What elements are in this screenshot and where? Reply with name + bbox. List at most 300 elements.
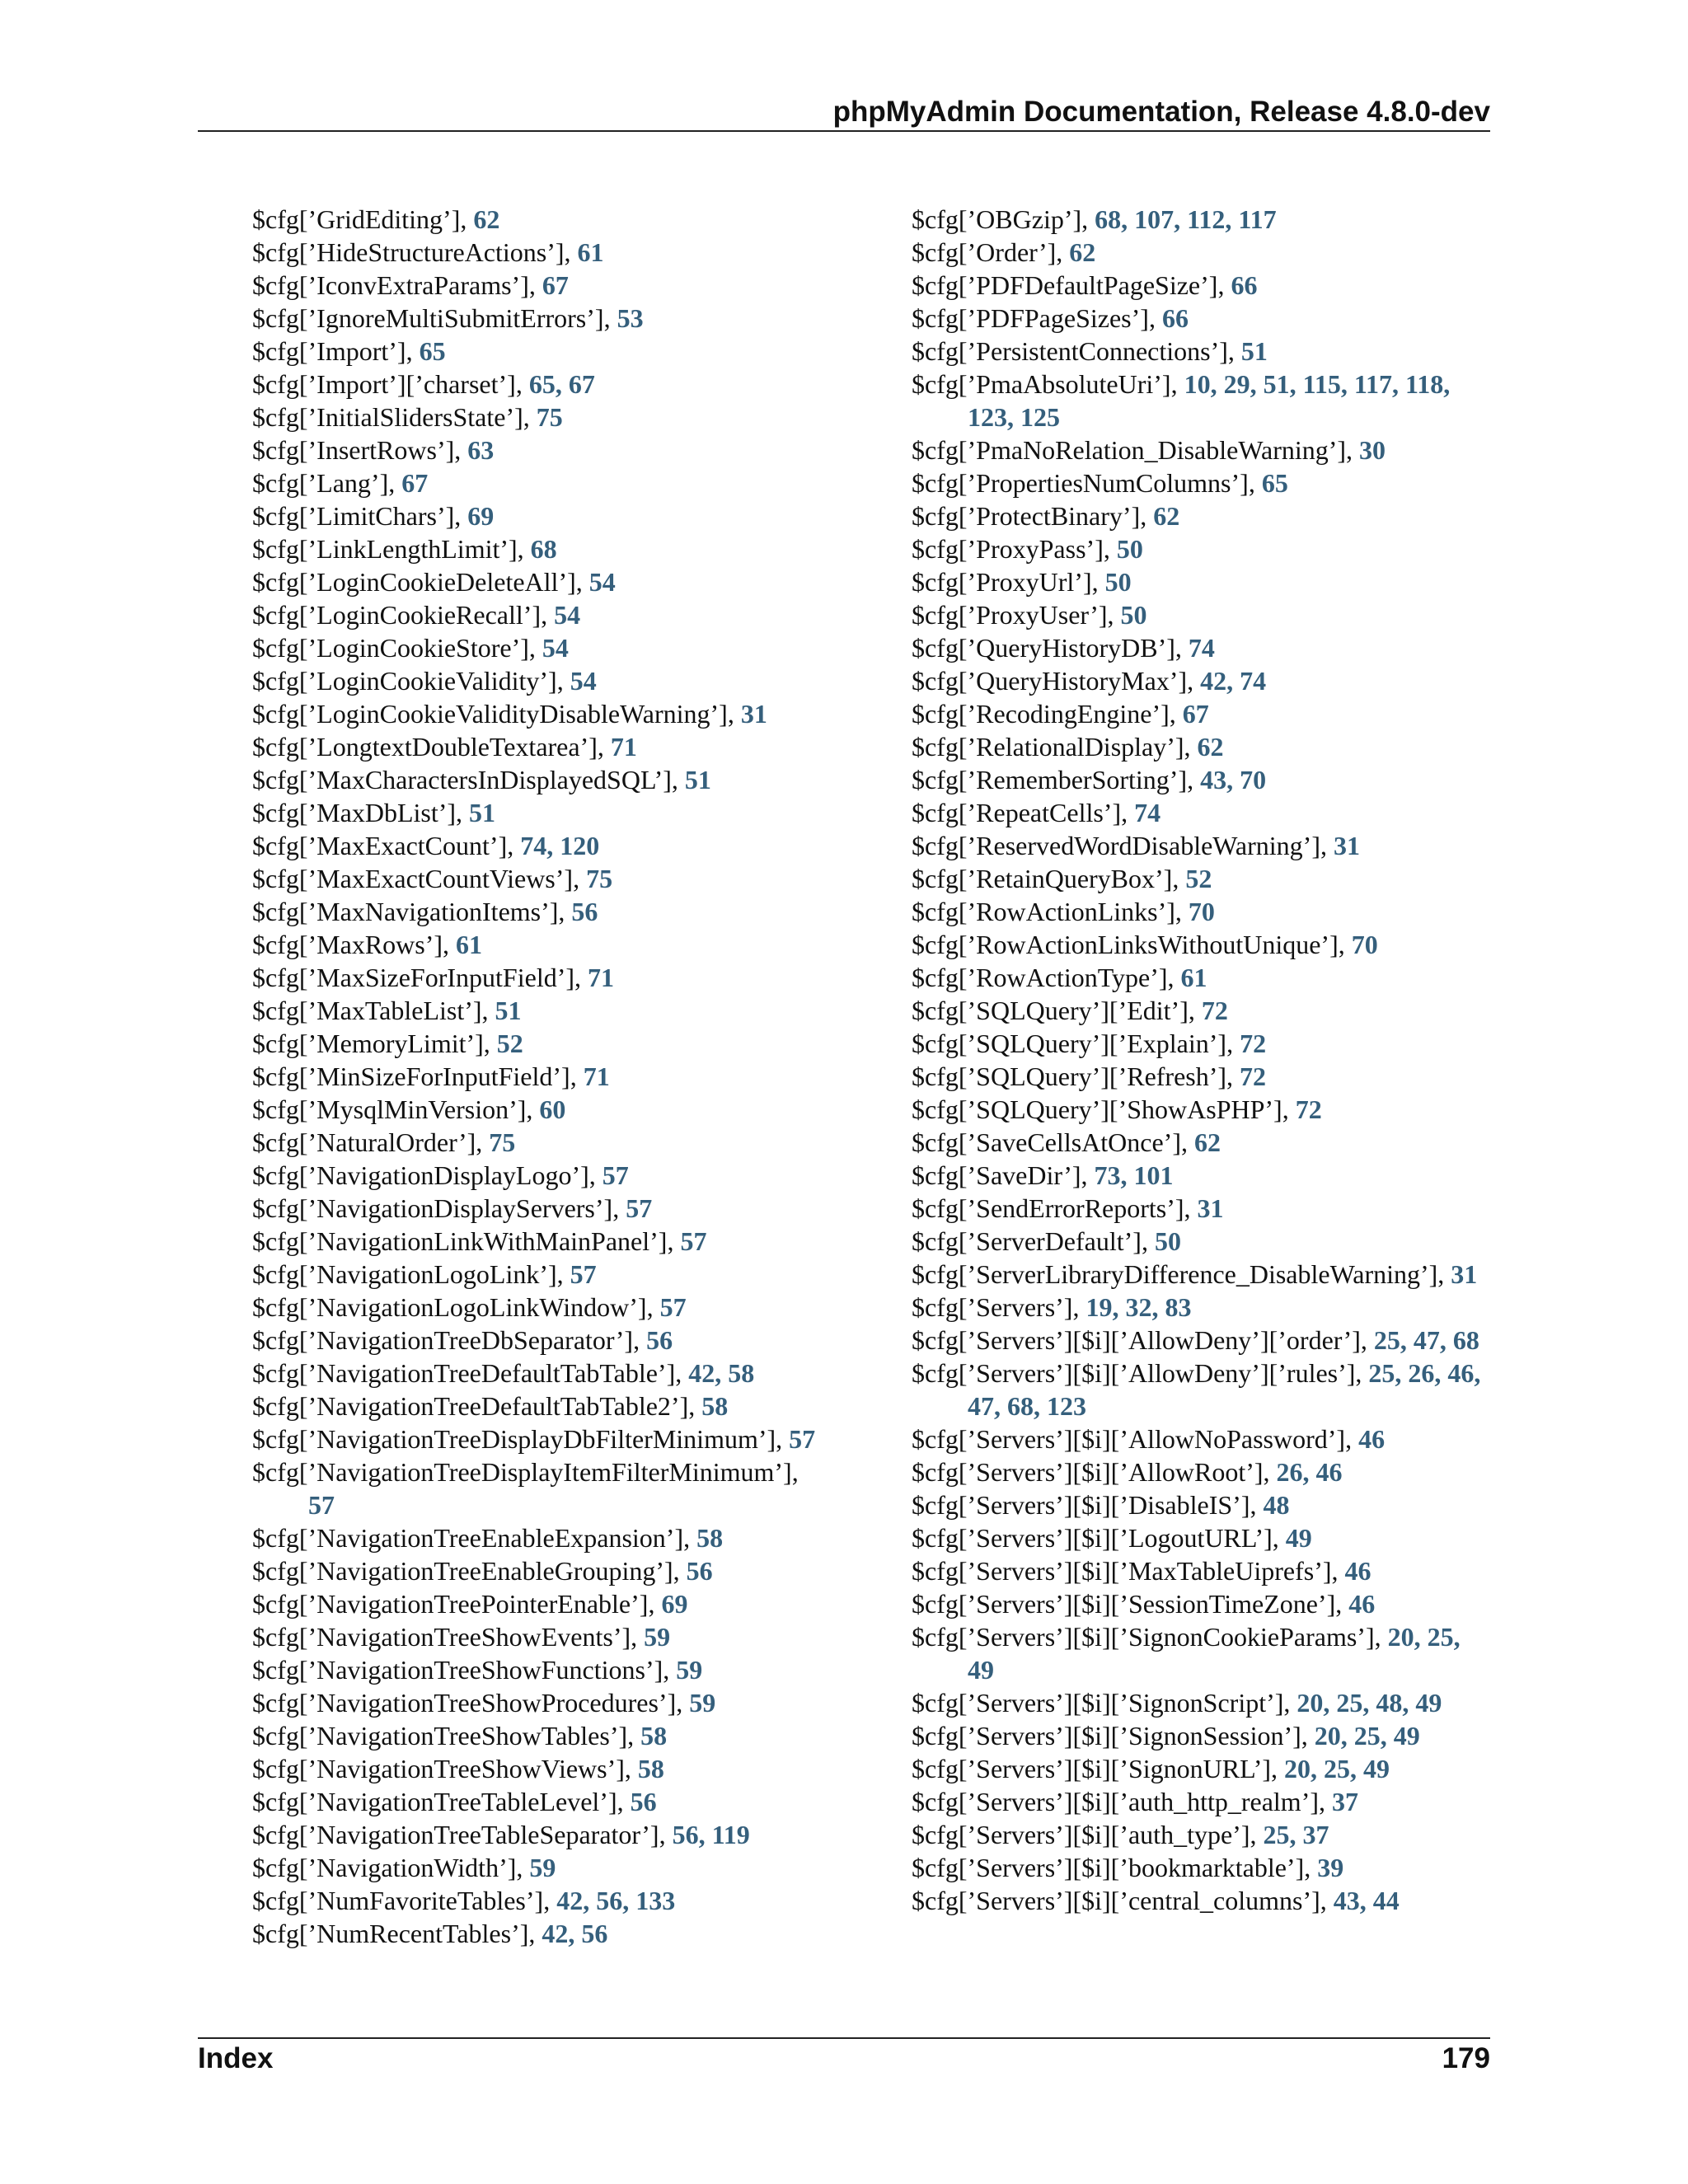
index-term: $cfg[’Lang’] <box>252 468 389 498</box>
index-page-links[interactable]: 57 <box>659 1292 687 1322</box>
index-entry: $cfg[’RememberSorting’], 43, 70 <box>912 765 1267 794</box>
index-term: $cfg[’QueryHistoryDB’] <box>912 633 1175 663</box>
index-page-links[interactable]: 71 <box>610 732 637 762</box>
index-term: $cfg[’NavigationTreeTableLevel’] <box>252 1787 617 1816</box>
index-page-links[interactable]: 25, 26, 46, 47, 68, 123 <box>968 1358 1481 1421</box>
index-page-links[interactable]: 75 <box>536 402 563 432</box>
index-entry: $cfg[’Servers’][$i][’SessionTimeZone’], 46 <box>912 1589 1376 1619</box>
index-page-links[interactable]: 58 <box>696 1523 724 1553</box>
index-term: $cfg[’LoginCookieValidityDisableWarning’] <box>252 699 728 729</box>
index-page-links[interactable]: 43, 70 <box>1200 765 1267 794</box>
index-term: $cfg[’SendErrorReports’] <box>912 1193 1184 1223</box>
index-entry: $cfg[’Servers’][$i][’bookmarktable’], 39 <box>912 1853 1344 1882</box>
index-term: $cfg[’Servers’][$i][’bookmarktable’] <box>912 1853 1305 1882</box>
index-page-links[interactable]: 31 <box>740 699 767 729</box>
index-term: $cfg[’MinSizeForInputField’] <box>252 1062 570 1091</box>
index-term: $cfg[’RowActionLinks’] <box>912 897 1175 926</box>
index-term: $cfg[’Import’][’charset’] <box>252 369 516 399</box>
index-page-links[interactable]: 31 <box>1197 1193 1224 1223</box>
index-entry: $cfg[’Import’], 65 <box>252 336 446 366</box>
index-term: $cfg[’SQLQuery’][’ShowAsPHP’] <box>912 1094 1282 1124</box>
index-term: $cfg[’PropertiesNumColumns’] <box>912 468 1249 498</box>
index-page-links[interactable]: 56 <box>646 1325 673 1355</box>
index-page-links[interactable]: 20, 25, 49 <box>968 1622 1461 1685</box>
index-entry: $cfg[’LoginCookieStore’], 54 <box>252 633 569 663</box>
index-page-links[interactable]: 59 <box>529 1853 556 1882</box>
index-page-links[interactable]: 74 <box>1188 633 1215 663</box>
index-entry: $cfg[’Servers’][$i][’SignonScript’], 20, 25, 48, 49 <box>912 1688 1442 1718</box>
index-term: $cfg[’Servers’][$i][’AllowRoot’] <box>912 1457 1264 1487</box>
index-page-links[interactable]: 63 <box>467 435 495 465</box>
index-page-links[interactable]: 30 <box>1359 435 1386 465</box>
index-page-links[interactable]: 58 <box>640 1721 668 1750</box>
index-entry: $cfg[’NavigationTreeEnableExpansion’], 58 <box>252 1523 724 1553</box>
index-page-links[interactable]: 61 <box>456 930 483 959</box>
index-term: $cfg[’Servers’][$i][’SessionTimeZone’] <box>912 1589 1336 1619</box>
index-term: $cfg[’NavigationTreeShowFunctions’] <box>252 1655 663 1685</box>
index-term: $cfg[’NavigationTreeDbSeparator’] <box>252 1325 634 1355</box>
index-page-links[interactable]: 72 <box>1201 996 1228 1025</box>
index-page-links[interactable]: 75 <box>489 1127 516 1157</box>
index-entry: $cfg[’RowActionType’], 61 <box>912 963 1207 992</box>
index-entry: $cfg[’RepeatCells’], 74 <box>912 798 1161 827</box>
index-page-links[interactable]: 20, 25, 49 <box>1314 1721 1420 1750</box>
index-term: $cfg[’QueryHistoryMax’] <box>912 666 1188 696</box>
index-entry: $cfg[’PropertiesNumColumns’], 65 <box>912 468 1288 498</box>
index-entry: $cfg[’QueryHistoryDB’], 74 <box>912 633 1215 663</box>
index-entry: $cfg[’NavigationDisplayServers’], 57 <box>252 1193 653 1223</box>
index-page-links[interactable]: 19, 32, 83 <box>1085 1292 1192 1322</box>
index-page-links[interactable]: 52 <box>1185 864 1212 893</box>
index-entry: $cfg[’NavigationTreeTableSeparator’], 56, 119 <box>252 1820 750 1849</box>
index-page-links[interactable]: 70 <box>1351 930 1378 959</box>
header-rule <box>198 130 1490 132</box>
index-term: $cfg[’NumFavoriteTables’] <box>252 1886 544 1915</box>
index-page-links[interactable]: 56, 119 <box>672 1820 750 1849</box>
index-page-links[interactable]: 69 <box>467 501 495 531</box>
index-page-links[interactable]: 31 <box>1451 1259 1478 1289</box>
index-term: $cfg[’LoginCookieRecall’] <box>252 600 542 630</box>
index-entry: $cfg[’MaxNavigationItems’], 56 <box>252 897 598 926</box>
index-term: $cfg[’MaxSizeForInputField’] <box>252 963 575 992</box>
index-term: $cfg[’NavigationTreePointerEnable’] <box>252 1589 649 1619</box>
index-page-links[interactable]: 56 <box>630 1787 657 1816</box>
index-entry: $cfg[’MemoryLimit’], 52 <box>252 1029 523 1058</box>
index-page-links[interactable]: 54 <box>570 666 597 696</box>
index-page-links[interactable]: 43, 44 <box>1333 1886 1400 1915</box>
index-term: $cfg[’NavigationTreeShowProcedures’] <box>252 1688 677 1718</box>
index-page-links[interactable]: 10, 29, 51, 115, 117, 118, 123, 125 <box>968 369 1451 432</box>
index-entry: $cfg[’NavigationTreeDisplayItemFilterMinimum’], 57 <box>252 1457 799 1520</box>
index-page-links[interactable]: 50 <box>1116 534 1143 564</box>
index-entry: $cfg[’SQLQuery’][’ShowAsPHP’], 72 <box>912 1094 1322 1124</box>
index-page-links[interactable]: 37 <box>1332 1787 1358 1816</box>
index-term: $cfg[’NaturalOrder’] <box>252 1127 476 1157</box>
index-page-links[interactable]: 65 <box>1261 468 1288 498</box>
index-page-links[interactable]: 62 <box>1193 1127 1221 1157</box>
index-term: $cfg[’ReservedWordDisableWarning’] <box>912 831 1320 860</box>
index-entry: $cfg[’RowActionLinksWithoutUnique’], 70 <box>912 930 1378 959</box>
index-page-links[interactable]: 59 <box>689 1688 716 1718</box>
index-term: $cfg[’MaxExactCount’] <box>252 831 508 860</box>
index-term: $cfg[’PmaNoRelation_DisableWarning’] <box>912 435 1347 465</box>
page-number: 179 <box>1442 2042 1490 2074</box>
index-entry: $cfg[’NavigationTreeDisplayDbFilterMinimum’], 57 <box>252 1424 816 1454</box>
index-term: $cfg[’Servers’][$i][’central_columns’] <box>912 1886 1320 1915</box>
index-term: $cfg[’ProxyUser’] <box>912 600 1108 630</box>
index-term: $cfg[’Servers’][$i][’MaxTableUiprefs’] <box>912 1556 1332 1586</box>
index-page-links[interactable]: 50 <box>1154 1226 1181 1256</box>
index-entry: $cfg[’SendErrorReports’], 31 <box>912 1193 1224 1223</box>
index-term: $cfg[’PmaAbsoluteUri’] <box>912 369 1171 399</box>
index-term: $cfg[’LongtextDoubleTextarea’] <box>252 732 598 762</box>
index-term: $cfg[’NavigationLogoLinkWindow’] <box>252 1292 647 1322</box>
index-page-links[interactable]: 42, 74 <box>1200 666 1267 696</box>
index-page-links[interactable]: 70 <box>1188 897 1215 926</box>
index-page-links[interactable]: 51 <box>684 765 711 794</box>
index-page-links[interactable]: 61 <box>1180 963 1207 992</box>
index-term: $cfg[’Servers’] <box>912 1292 1073 1322</box>
index-page-links[interactable]: 57 <box>602 1160 629 1190</box>
index-entry: $cfg[’PDFPageSizes’], 66 <box>912 303 1189 333</box>
index-term: $cfg[’RelationalDisplay’] <box>912 732 1184 762</box>
index-page-links[interactable]: 57 <box>680 1226 707 1256</box>
index-page-links[interactable]: 68 <box>530 534 557 564</box>
index-term: $cfg[’RecodingEngine’] <box>912 699 1170 729</box>
index-page-links[interactable]: 74, 120 <box>520 831 600 860</box>
index-entry: $cfg[’Servers’][$i][’AllowRoot’], 26, 46 <box>912 1457 1343 1487</box>
index-entry: $cfg[’Import’][’charset’], 65, 67 <box>252 369 595 399</box>
index-page-links[interactable]: 53 <box>617 303 644 333</box>
index-entry: $cfg[’NavigationDisplayLogo’], 57 <box>252 1160 629 1190</box>
index-entry: $cfg[’LinkLengthLimit’], 68 <box>252 534 557 564</box>
index-entry: $cfg[’Servers’][$i][’LogoutURL’], 49 <box>912 1523 1312 1553</box>
index-term: $cfg[’Servers’][$i][’AllowDeny’][’rules’] <box>912 1358 1356 1388</box>
index-entry: $cfg[’Servers’][$i][’central_columns’], 43, 44 <box>912 1886 1400 1915</box>
index-page-links[interactable]: 69 <box>661 1589 688 1619</box>
index-page-links[interactable]: 51 <box>1240 336 1268 366</box>
index-term: $cfg[’LinkLengthLimit’] <box>252 534 518 564</box>
index-entry: $cfg[’GridEditing’], 62 <box>252 204 500 234</box>
index-term: $cfg[’MaxNavigationItems’] <box>252 897 559 926</box>
index-page-links[interactable]: 54 <box>554 600 581 630</box>
index-page-links[interactable]: 50 <box>1120 600 1147 630</box>
index-page-links[interactable]: 71 <box>588 963 615 992</box>
index-entry: $cfg[’NavigationTreeShowViews’], 58 <box>252 1754 664 1783</box>
index-entry: $cfg[’SaveCellsAtOnce’], 62 <box>912 1127 1221 1157</box>
index-page-links[interactable]: 62 <box>1069 237 1096 267</box>
index-entry: $cfg[’IconvExtraParams’], 67 <box>252 270 569 300</box>
index-page-links[interactable]: 60 <box>539 1094 566 1124</box>
index-term: $cfg[’RowActionLinksWithoutUnique’] <box>912 930 1339 959</box>
index-term: $cfg[’NavigationWidth’] <box>252 1853 517 1882</box>
index-page-links[interactable]: 65 <box>419 336 446 366</box>
index-page-links[interactable]: 26, 46 <box>1276 1457 1343 1487</box>
index-term: $cfg[’Servers’][$i][’LogoutURL’] <box>912 1523 1273 1553</box>
index-entry: $cfg[’RelationalDisplay’], 62 <box>912 732 1224 762</box>
index-term: $cfg[’ProxyUrl’] <box>912 567 1092 597</box>
index-entry: $cfg[’Lang’], 67 <box>252 468 429 498</box>
index-term: $cfg[’NavigationTreeDefaultTabTable2’] <box>252 1391 689 1421</box>
index-term: $cfg[’ProxyPass’] <box>912 534 1104 564</box>
index-term: $cfg[’NavigationTreeDisplayDbFilterMinimum’] <box>252 1424 776 1454</box>
index-entry: $cfg[’PmaNoRelation_DisableWarning’], 30 <box>912 435 1386 465</box>
index-entry: $cfg[’Servers’][$i][’AllowDeny’][’order’], 25, 47, 68 <box>912 1325 1479 1355</box>
index-page-links[interactable]: 74 <box>1134 798 1161 827</box>
index-entry: $cfg[’PersistentConnections’], 51 <box>912 336 1268 366</box>
index-entry: $cfg[’NavigationLinkWithMainPanel’], 57 <box>252 1226 707 1256</box>
index-term: $cfg[’MemoryLimit’] <box>252 1029 484 1058</box>
index-entry: $cfg[’NavigationLogoLink’], 57 <box>252 1259 597 1289</box>
index-page-links[interactable]: 42, 56 <box>542 1919 608 1948</box>
index-entry: $cfg[’SQLQuery’][’Refresh’], 72 <box>912 1062 1267 1091</box>
index-page-links[interactable]: 65, 67 <box>528 369 595 399</box>
index-entry: $cfg[’MinSizeForInputField’], 71 <box>252 1062 610 1091</box>
index-entry: $cfg[’NavigationTreeTableLevel’], 56 <box>252 1787 657 1816</box>
index-entry: $cfg[’InitialSlidersState’], 75 <box>252 402 563 432</box>
index-term: $cfg[’LoginCookieDeleteAll’] <box>252 567 576 597</box>
index-entry: $cfg[’InsertRows’], 63 <box>252 435 495 465</box>
index-term: $cfg[’OBGzip’] <box>912 204 1082 234</box>
index-entry: $cfg[’ProxyPass’], 50 <box>912 534 1143 564</box>
index-term: $cfg[’NavigationTreeDisplayItemFilterMinimum’] <box>252 1457 792 1487</box>
index-term: $cfg[’RetainQueryBox’] <box>912 864 1173 893</box>
index-page-links[interactable]: 48 <box>1263 1490 1290 1520</box>
index-page-links[interactable]: 61 <box>577 237 604 267</box>
index-entry: $cfg[’Servers’][$i][’AllowDeny’][’rules’], 25, 26, 46, 47, 68, 123 <box>912 1358 1481 1421</box>
index-term: $cfg[’PersistentConnections’] <box>912 336 1228 366</box>
index-entry: $cfg[’LoginCookieDeleteAll’], 54 <box>252 567 616 597</box>
index-entry: $cfg[’SaveDir’], 73, 101 <box>912 1160 1174 1190</box>
index-entry: $cfg[’NavigationTreeShowProcedures’], 59 <box>252 1688 716 1718</box>
index-term: $cfg[’SaveCellsAtOnce’] <box>912 1127 1181 1157</box>
index-term: $cfg[’NavigationTreeDefaultTabTable’] <box>252 1358 676 1388</box>
index-page-links[interactable]: 67 <box>542 270 569 300</box>
index-page-links[interactable]: 72 <box>1240 1062 1267 1091</box>
index-entry: $cfg[’Servers’][$i][’DisableIS’], 48 <box>912 1490 1290 1520</box>
page-footer <box>198 2034 1490 2083</box>
index-entry: $cfg[’SQLQuery’][’Edit’], 72 <box>912 996 1228 1025</box>
index-entry: $cfg[’MaxExactCountViews’], 75 <box>252 864 613 893</box>
index-term: $cfg[’NavigationDisplayLogo’] <box>252 1160 589 1190</box>
index-entry: $cfg[’Servers’][$i][’AllowNoPassword’], 46 <box>912 1424 1386 1454</box>
index-entry: $cfg[’Servers’][$i][’auth_type’], 25, 37 <box>912 1820 1329 1849</box>
index-term: $cfg[’Order’] <box>912 237 1057 267</box>
index-page-links[interactable]: 54 <box>588 567 616 597</box>
index-entry: $cfg[’MaxDbList’], 51 <box>252 798 496 827</box>
index-entry: $cfg[’ReservedWordDisableWarning’], 31 <box>912 831 1360 860</box>
index-page-links[interactable]: 54 <box>542 633 569 663</box>
index-entry: $cfg[’NavigationTreeShowEvents’], 59 <box>252 1622 671 1652</box>
index-term: $cfg[’MaxExactCountViews’] <box>252 864 574 893</box>
index-term: $cfg[’MaxTableList’] <box>252 996 482 1025</box>
index-entry: $cfg[’LimitChars’], 69 <box>252 501 495 531</box>
index-entry: $cfg[’ServerDefault’], 50 <box>912 1226 1181 1256</box>
index-page-links[interactable]: 52 <box>496 1029 523 1058</box>
index-page-links[interactable]: 46 <box>1344 1556 1372 1586</box>
index-page-links[interactable]: 71 <box>583 1062 610 1091</box>
index-page-links[interactable]: 57 <box>789 1424 816 1454</box>
index-entry: $cfg[’ProtectBinary’], 62 <box>912 501 1180 531</box>
index-entry: $cfg[’Servers’][$i][’SignonURL’], 20, 25, 49 <box>912 1754 1390 1783</box>
index-page-links[interactable]: 66 <box>1161 303 1189 333</box>
index-page-links[interactable]: 25, 37 <box>1263 1820 1329 1849</box>
index-term: $cfg[’NavigationTreeEnableGrouping’] <box>252 1556 673 1586</box>
index-page-links[interactable]: 46 <box>1348 1589 1376 1619</box>
index-column-right <box>912 203 1490 1917</box>
index-entry: $cfg[’NaturalOrder’], 75 <box>252 1127 516 1157</box>
index-page-links[interactable]: 62 <box>473 204 500 234</box>
index-term: $cfg[’ServerDefault’] <box>912 1226 1142 1256</box>
index-term: $cfg[’MaxRows’] <box>252 930 443 959</box>
index-page-links[interactable]: 62 <box>1197 732 1224 762</box>
index-page-links[interactable]: 58 <box>637 1754 664 1783</box>
index-term: $cfg[’Servers’][$i][’SignonScript’] <box>912 1688 1284 1718</box>
index-term: $cfg[’PDFPageSizes’] <box>912 303 1149 333</box>
index-page-links[interactable]: 39 <box>1317 1853 1344 1882</box>
index-term: $cfg[’RememberSorting’] <box>912 765 1188 794</box>
index-entry: $cfg[’RecodingEngine’], 67 <box>912 699 1209 729</box>
index-entry: $cfg[’OBGzip’], 68, 107, 112, 117 <box>912 204 1277 234</box>
index-entry: $cfg[’NavigationTreeDefaultTabTable2’], 58 <box>252 1391 729 1421</box>
index-entry: $cfg[’Order’], 62 <box>912 237 1096 267</box>
index-page-links[interactable]: 25, 47, 68 <box>1373 1325 1479 1355</box>
index-term: $cfg[’NavigationLogoLink’] <box>252 1259 557 1289</box>
index-page-links[interactable]: 72 <box>1240 1029 1267 1058</box>
index-term: $cfg[’PDFDefaultPageSize’] <box>912 270 1218 300</box>
index-term: $cfg[’MaxDbList’] <box>252 798 457 827</box>
index-page-links[interactable]: 66 <box>1231 270 1258 300</box>
index-term: $cfg[’LoginCookieStore’] <box>252 633 529 663</box>
index-entry: $cfg[’NavigationTreePointerEnable’], 69 <box>252 1589 688 1619</box>
index-entry: $cfg[’Servers’][$i][’auth_http_realm’], 37 <box>912 1787 1358 1816</box>
index-term: $cfg[’NavigationTreeTableSeparator’] <box>252 1820 659 1849</box>
index-column-left <box>252 203 829 1950</box>
index-page-links[interactable]: 20, 25, 49 <box>1284 1754 1390 1783</box>
index-entry: $cfg[’IgnoreMultiSubmitErrors’], 53 <box>252 303 644 333</box>
index-term: $cfg[’NavigationTreeShowEvents’] <box>252 1622 631 1652</box>
index-entry: $cfg[’HideStructureActions’], 61 <box>252 237 604 267</box>
index-entry: $cfg[’NavigationTreeDbSeparator’], 56 <box>252 1325 673 1355</box>
index-page-links[interactable]: 56 <box>686 1556 713 1586</box>
index-term: $cfg[’ServerLibraryDifference_DisableWarning’] <box>912 1259 1438 1289</box>
index-term: $cfg[’MaxCharactersInDisplayedSQL’] <box>252 765 672 794</box>
index-page-links[interactable]: 56 <box>571 897 598 926</box>
index-page-links[interactable]: 67 <box>1182 699 1209 729</box>
index-page-links[interactable]: 72 <box>1295 1094 1322 1124</box>
index-term: $cfg[’ProtectBinary’] <box>912 501 1141 531</box>
index-page-links[interactable]: 51 <box>469 798 496 827</box>
index-entry: $cfg[’MaxTableList’], 51 <box>252 996 522 1025</box>
index-page-links[interactable]: 59 <box>676 1655 703 1685</box>
index-page-links[interactable]: 20, 25, 48, 49 <box>1296 1688 1442 1718</box>
index-entry: $cfg[’MaxCharactersInDisplayedSQL’], 51 <box>252 765 711 794</box>
index-entry: $cfg[’NavigationLogoLinkWindow’], 57 <box>252 1292 687 1322</box>
index-entry: $cfg[’NavigationTreeDefaultTabTable’], 42, 58 <box>252 1358 755 1388</box>
index-entry: $cfg[’LoginCookieValidity’], 54 <box>252 666 597 696</box>
index-page-links[interactable]: 67 <box>401 468 429 498</box>
index-term: $cfg[’SQLQuery’][’Edit’] <box>912 996 1189 1025</box>
index-term: $cfg[’NavigationTreeEnableExpansion’] <box>252 1523 684 1553</box>
index-entry: $cfg[’MaxRows’], 61 <box>252 930 483 959</box>
index-entry: $cfg[’NavigationWidth’], 59 <box>252 1853 556 1882</box>
index-entry: $cfg[’Servers’][$i][’SignonSession’], 20, 25, 49 <box>912 1721 1420 1750</box>
index-page-links[interactable]: 57 <box>626 1193 653 1223</box>
index-entry: $cfg[’ProxyUser’], 50 <box>912 600 1147 630</box>
index-entry: $cfg[’Servers’][$i][’MaxTableUiprefs’], 46 <box>912 1556 1372 1586</box>
index-entry: $cfg[’Servers’], 19, 32, 83 <box>912 1292 1192 1322</box>
index-page-links[interactable]: 31 <box>1333 831 1360 860</box>
index-entry: $cfg[’MysqlMinVersion’], 60 <box>252 1094 566 1124</box>
index-page-links[interactable]: 46 <box>1358 1424 1386 1454</box>
index-entry: $cfg[’PmaAbsoluteUri’], 10, 29, 51, 115, 117, 118, 123, 125 <box>912 369 1451 432</box>
index-term: $cfg[’IconvExtraParams’] <box>252 270 529 300</box>
index-page-links[interactable]: 42, 56, 133 <box>556 1886 676 1915</box>
index-entry: $cfg[’NavigationTreeShowTables’], 58 <box>252 1721 668 1750</box>
index-page-links[interactable]: 57 <box>308 1490 335 1520</box>
index-term: $cfg[’LoginCookieValidity’] <box>252 666 557 696</box>
index-entry: $cfg[’ServerLibraryDifference_DisableWarning’], 31 <box>912 1259 1478 1289</box>
index-term: $cfg[’LimitChars’] <box>252 501 455 531</box>
index-term: $cfg[’Import’] <box>252 336 406 366</box>
index-page-links[interactable]: 62 <box>1153 501 1180 531</box>
index-term: $cfg[’SQLQuery’][’Explain’] <box>912 1029 1227 1058</box>
index-term: $cfg[’NavigationDisplayServers’] <box>252 1193 613 1223</box>
index-page-links[interactable]: 49 <box>1285 1523 1312 1553</box>
index-term: $cfg[’MysqlMinVersion’] <box>252 1094 527 1124</box>
index-term: $cfg[’Servers’][$i][’AllowNoPassword’] <box>912 1424 1346 1454</box>
index-term: $cfg[’InsertRows’] <box>252 435 455 465</box>
index-term: $cfg[’Servers’][$i][’AllowDeny’][’order’] <box>912 1325 1361 1355</box>
index-term: $cfg[’Servers’][$i][’auth_http_realm’] <box>912 1787 1319 1816</box>
index-term: $cfg[’GridEditing’] <box>252 204 461 234</box>
index-term: $cfg[’HideStructureActions’] <box>252 237 565 267</box>
index-page-links[interactable]: 50 <box>1104 567 1132 597</box>
index-entry: $cfg[’LongtextDoubleTextarea’], 71 <box>252 732 637 762</box>
index-entry: $cfg[’RetainQueryBox’], 52 <box>912 864 1212 893</box>
index-term: $cfg[’NavigationLinkWithMainPanel’] <box>252 1226 668 1256</box>
index-entry: $cfg[’NumFavoriteTables’], 42, 56, 133 <box>252 1886 676 1915</box>
index-term: $cfg[’SaveDir’] <box>912 1160 1081 1190</box>
index-term: $cfg[’Servers’][$i][’SignonURL’] <box>912 1754 1272 1783</box>
index-term: $cfg[’NavigationTreeShowViews’] <box>252 1754 625 1783</box>
index-page-links[interactable]: 51 <box>495 996 522 1025</box>
index-page-links[interactable]: 73, 101 <box>1094 1160 1174 1190</box>
index-entry: $cfg[’MaxExactCount’], 74, 120 <box>252 831 600 860</box>
index-entry: $cfg[’QueryHistoryMax’], 42, 74 <box>912 666 1267 696</box>
index-term: $cfg[’Servers’][$i][’auth_type’] <box>912 1820 1250 1849</box>
index-page-links[interactable]: 58 <box>701 1391 729 1421</box>
index-term: $cfg[’Servers’][$i][’SignonSession’] <box>912 1721 1301 1750</box>
index-page-links[interactable]: 75 <box>586 864 613 893</box>
index-entry: $cfg[’SQLQuery’][’Explain’], 72 <box>912 1029 1267 1058</box>
index-entry: $cfg[’Servers’][$i][’SignonCookieParams’], 20, 25, 49 <box>912 1622 1461 1685</box>
page-header: phpMyAdmin Documentation, Release 4.8.0-dev <box>832 96 1490 128</box>
index-page-links[interactable]: 57 <box>570 1259 597 1289</box>
index-term: $cfg[’Servers’][$i][’SignonCookieParams’] <box>912 1622 1375 1652</box>
index-entry: $cfg[’LoginCookieValidityDisableWarning’], 31 <box>252 699 767 729</box>
index-page-links[interactable]: 42, 58 <box>688 1358 755 1388</box>
index-term: $cfg[’NumRecentTables’] <box>252 1919 529 1948</box>
index-entry: $cfg[’NavigationTreeShowFunctions’], 59 <box>252 1655 703 1685</box>
index-entry: $cfg[’RowActionLinks’], 70 <box>912 897 1215 926</box>
index-page-links[interactable]: 59 <box>644 1622 671 1652</box>
index-entry: $cfg[’MaxSizeForInputField’], 71 <box>252 963 615 992</box>
index-page-links[interactable]: 68, 107, 112, 117 <box>1095 204 1277 234</box>
index-entry: $cfg[’NavigationTreeEnableGrouping’], 56 <box>252 1556 713 1586</box>
index-term: $cfg[’NavigationTreeShowTables’] <box>252 1721 628 1750</box>
index-entry: $cfg[’ProxyUrl’], 50 <box>912 567 1132 597</box>
